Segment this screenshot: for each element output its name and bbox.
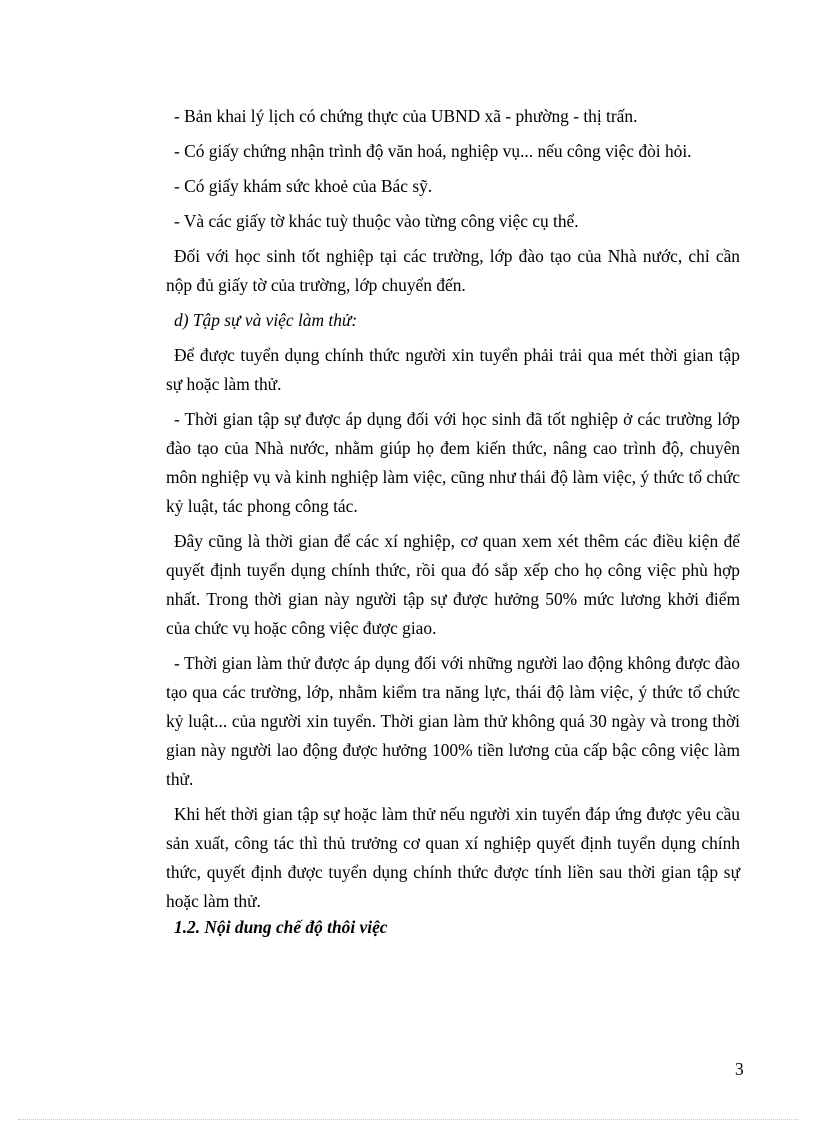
paragraph-giay-to-khac: - Và các giấy tờ khác tuỳ thuộc vào từng công việc cụ thể. — [174, 211, 579, 231]
paragraph-het-thoi-gian: Khi hết thời gian tập sự hoặc làm thử nếu người xin tuyển đáp ứng được yêu cầu sản xuất, công tác thì thủ trưởng cơ quan xí nghiệp quyết định tuyển dụng chính thức, quyết định được tuyển dụng chính thức được tính liền sau thời gian tập sự hoặc làm thử. — [166, 804, 740, 911]
paragraph-tuyen-dung-chinh-thuc: Để được tuyển dụng chính thức người xin tuyển phải trải qua mét thời gian tập sự hoặc làm thử. — [166, 345, 740, 394]
body-text — [166, 102, 740, 922]
paragraph-hoc-sinh-tot-nghiep: Đối với học sinh tốt nghiệp tại các trường, lớp đào tạo của Nhà nước, chỉ cần nộp đủ giấy tờ của trường, lớp chuyển đến. — [166, 246, 740, 295]
footer-divider — [18, 1119, 798, 1120]
page-number: 3 — [735, 1059, 744, 1079]
paragraph-ly-lich: - Bản khai lý lịch có chứng thực của UBND xã - phường - thị trấn. — [174, 106, 638, 126]
paragraph-thoi-gian-tap-su: - Thời gian tập sự được áp dụng đối với học sinh đã tốt nghiệp ở các trường lớp đào tạo của Nhà nước, nhằm giúp họ đem kiến thức, nâng cao trình độ, chuyên môn nghiệp vụ và kinh nghiệp làm việc, cũng như thái độ làm việc, ý thức tổ chức kỷ luật, tác phong công tác. — [166, 409, 740, 516]
paragraph-thoi-gian-lam-thu: - Thời gian làm thử được áp dụng đối với những người lao động không được đào tạo qua các trường, lớp, nhằm kiểm tra năng lực, thái độ làm việc, ý thức tổ chức kỷ luật... của người xin tuyển. Thời gian làm thử không quá 30 ngày và trong thời gian này người lao động được hưởng 100% tiền lương của cấp bậc công việc làm thử. — [166, 653, 740, 789]
paragraph-xem-xet-dieu-kien: Đây cũng là thời gian để các xí nghiệp, cơ quan xem xét thêm các điều kiện để quyết định tuyển dụng chính thức, rồi qua đó sắp xếp cho họ công việc phù hợp nhất. Trong thời gian này người tập sự được hưởng 50% mức lương khởi điểm của chức vụ hoặc công việc được giao. — [166, 531, 740, 638]
paragraph-giay-kham-suc-khoe: - Có giấy khám sức khoẻ của Bác sỹ. — [174, 176, 433, 196]
paragraph-chung-nhan-trinh-do: - Có giấy chứng nhận trình độ văn hoá, nghiệp vụ... nếu công việc đòi hỏi. — [174, 141, 692, 161]
subheading-tap-su: d) Tập sự và việc làm thử: — [174, 310, 358, 330]
section-heading: 1.2. Nội dung chế độ thôi việc — [174, 917, 388, 937]
